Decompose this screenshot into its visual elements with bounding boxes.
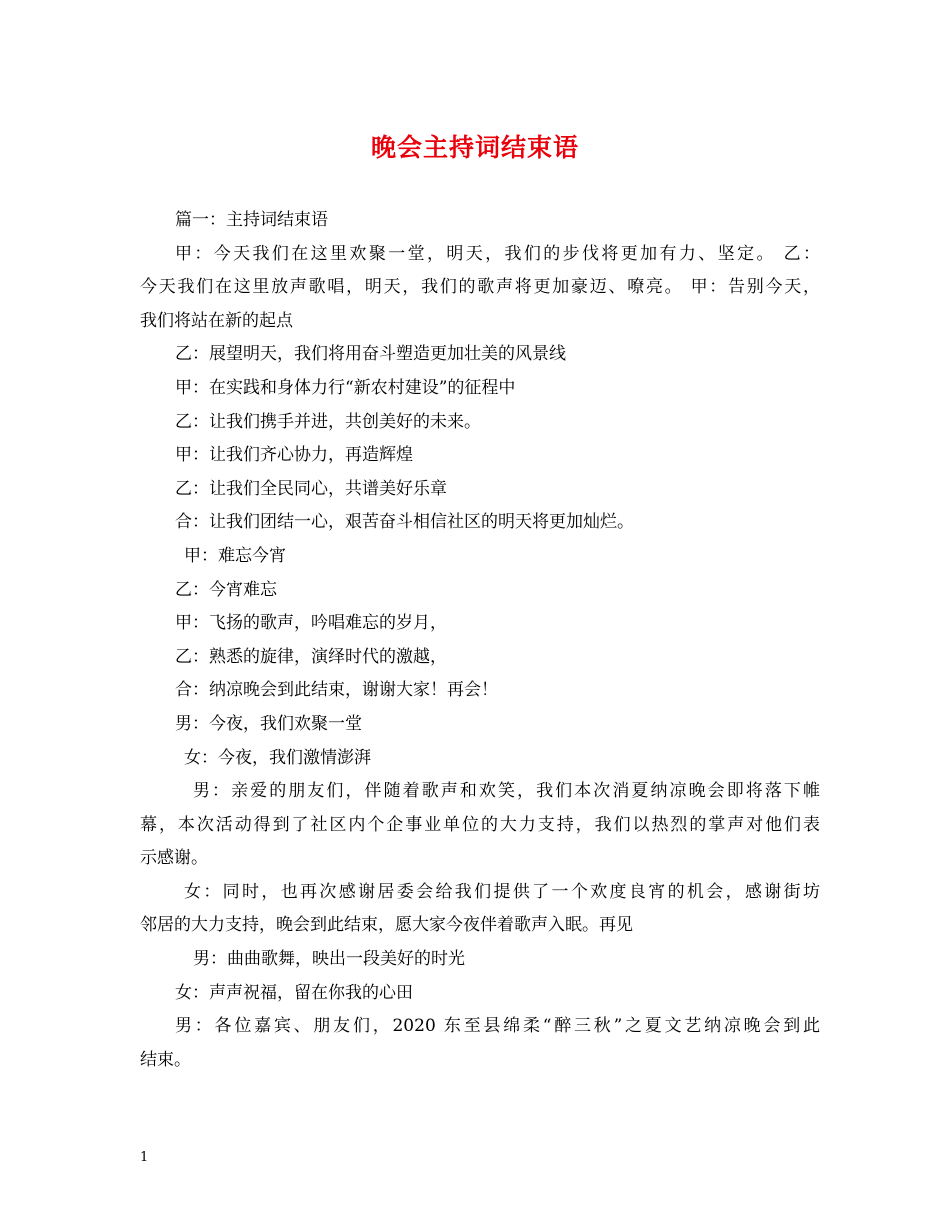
paragraph-line: 乙：展望明天，我们将用奋斗塑造更加壮美的风景线 bbox=[175, 344, 566, 365]
section-heading: 篇一：主持词结束语 bbox=[175, 210, 328, 230]
paragraph-line: 男：今夜，我们欢聚一堂 bbox=[175, 713, 362, 734]
paragraph-line: 乙：今宵难忘 bbox=[175, 579, 277, 600]
paragraph-line: 甲：在实践和身体力行“新农村建设”的征程中 bbox=[175, 377, 516, 398]
paragraph-line: 乙：让我们全民同心，共谱美好乐章 bbox=[175, 478, 447, 499]
paragraph-line: 结束。 bbox=[140, 1049, 191, 1070]
page-number: 1 bbox=[140, 1150, 149, 1165]
paragraph-line: 合：让我们团结一心，艰苦奋斗相信社区的明天将更加灿烂。 bbox=[175, 512, 634, 533]
paragraph-line: 合：纳凉晚会到此结束，谢谢大家！再会！ bbox=[175, 680, 498, 701]
paragraph-line: 男：各位嘉宾、朋友们，2020 东至县绵柔“醉三秋”之夏文艺纳凉晚会到此 bbox=[175, 1016, 820, 1037]
paragraph-line: 示感谢。 bbox=[140, 848, 208, 869]
paragraph-line: 乙：让我们携手并进，共创美好的未来。 bbox=[175, 411, 481, 432]
paragraph-line: 女：声声祝福，留在你我的心田 bbox=[175, 982, 413, 1003]
paragraph-line: 男：亲爱的朋友们，伴随着歌声和欢笑，我们本次消夏纳凉晚会即将落下帷 bbox=[193, 781, 820, 802]
document-title: 晚会主持词结束语 bbox=[370, 133, 579, 162]
paragraph-line: 甲：飞扬的歌声，吟唱难忘的岁月， bbox=[175, 613, 447, 634]
paragraph-line: 甲：让我们齐心协力，再造辉煌 bbox=[175, 445, 413, 466]
paragraph-line: 女：同时，也再次感谢居委会给我们提供了一个欢度良宵的机会，感谢街坊 bbox=[184, 881, 820, 902]
paragraph-line: 乙：熟悉的旋律，演绎时代的激越， bbox=[175, 646, 447, 667]
paragraph-line: 我们将站在新的起点 bbox=[140, 310, 293, 331]
paragraph-line: 幕，本次活动得到了社区内个企事业单位的大力支持，我们以热烈的掌声对他们表 bbox=[140, 814, 820, 835]
paragraph-line: 男：曲曲歌舞，映出一段美好的时光 bbox=[193, 949, 465, 970]
paragraph-line: 甲：难忘今宵 bbox=[184, 545, 286, 566]
paragraph-line: 女：今夜，我们激情澎湃 bbox=[184, 747, 371, 768]
document-body bbox=[140, 204, 820, 1077]
paragraph-line: 甲：今天我们在这里欢聚一堂，明天，我们的步伐将更加有力、坚定。 乙： bbox=[175, 243, 820, 264]
paragraph-line: 今天我们在这里放声歌唱，明天，我们的歌声将更加豪迈、嘹亮。 甲：告别今天， bbox=[140, 277, 820, 298]
paragraph-line: 邻居的大力支持，晚会到此结束，愿大家今夜伴着歌声入眠。再见 bbox=[140, 915, 633, 936]
